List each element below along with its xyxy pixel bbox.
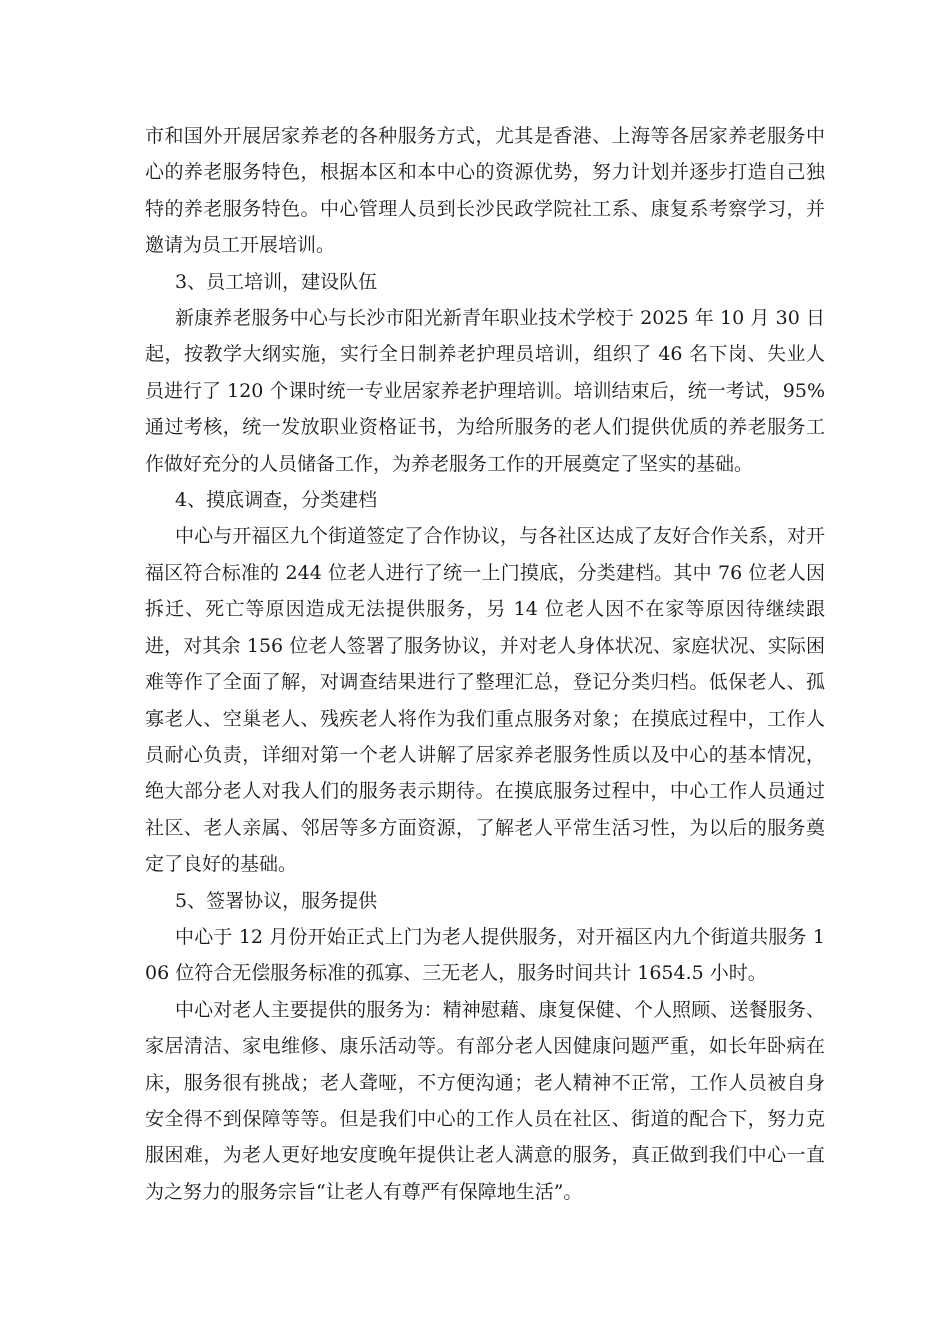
section-heading-staff-training: 3、员工培训，建设队伍: [175, 270, 378, 293]
paragraph-service-start: 中心于 12 月份开始正式上门为老人提供服务，对开福区内九个街道共服务 106 位符合无偿服务标准的孤寡、三无老人，服务时间共计 1654.5 小时。: [145, 925, 825, 985]
section-heading-survey-archiving: 4、摸底调查，分类建档: [175, 489, 378, 512]
document-body: [145, 118, 825, 1210]
paragraph-staff-training: 新康养老服务中心与长沙市阳光新青年职业技术学校于 2025 年 10 月 30 日起，按教学大纲实施，实行全日制养老护理员培训，组织了 46 名下岗、失业人员进行了 120 个课时统一专业居家养老护理培训。培训结束后，统一考试，95% 通过考核，统一发放职业资格证书，为给所服务的老人们提供优质的养老服务工作做好充分的人员储备工作，为养老服务工作的开展奠定了坚实的基础。: [145, 307, 825, 475]
paragraph-survey-archiving: 中心与开福区九个街道签定了合作协议，与各社区达成了友好合作关系，对开福区符合标准的 244 位老人进行了统一上门摸底，分类建档。其中 76 位老人因拆迁、死亡等原因造成无法提供服务，另 14 位老人因不在家等原因待继续跟进，对其余 156 位老人签署了服务协议，并对老人身体状况、家庭状况、实际困难等作了全面了解，对调查结果进行了整理汇总，登记分类归档。低保老人、孤寡老人、空巢老人、残疾老人将作为我们重点服务对象；在摸底过程中，工作人员耐心负责，详细对第一个老人讲解了居家养老服务性质以及中心的基本情况，绝大部分老人对我人们的服务表示期待。在摸底服务过程中，中心工作人员通过社区、老人亲属、邻居等多方面资源，了解老人平常生活习性，为以后的服务奠定了良好的基础。: [145, 525, 825, 876]
section-heading-agreements-services: 5、签署协议，服务提供: [175, 889, 378, 912]
paragraph-service-types: 中心对老人主要提供的服务为：精神慰藉、康复保健、个人照顾、送餐服务、家居清洁、家电维修、康乐活动等。有部分老人因健康问题严重，如长年卧病在床，服务很有挑战；老人聋哑，不方便沟通；老人精神不正常，工作人员被自身安全得不到保障等等。但是我们中心的工作人员在社区、街道的配合下，努力克服困难，为老人更好地安度晚年提供让老人满意的服务，真正做到我们中心一直为之努力的服务宗旨“让老人有尊严有保障地生活”。: [145, 998, 825, 1203]
paragraph-intro-continued: 市和国外开展居家养老的各种服务方式，尤其是香港、上海等各居家养老服务中心的养老服务特色，根据本区和本中心的资源优势，努力计划并逐步打造自己独特的养老服务特色。中心管理人员到长沙民政学院社工系、康复系考察学习，并邀请为员工开展培训。: [145, 125, 825, 257]
